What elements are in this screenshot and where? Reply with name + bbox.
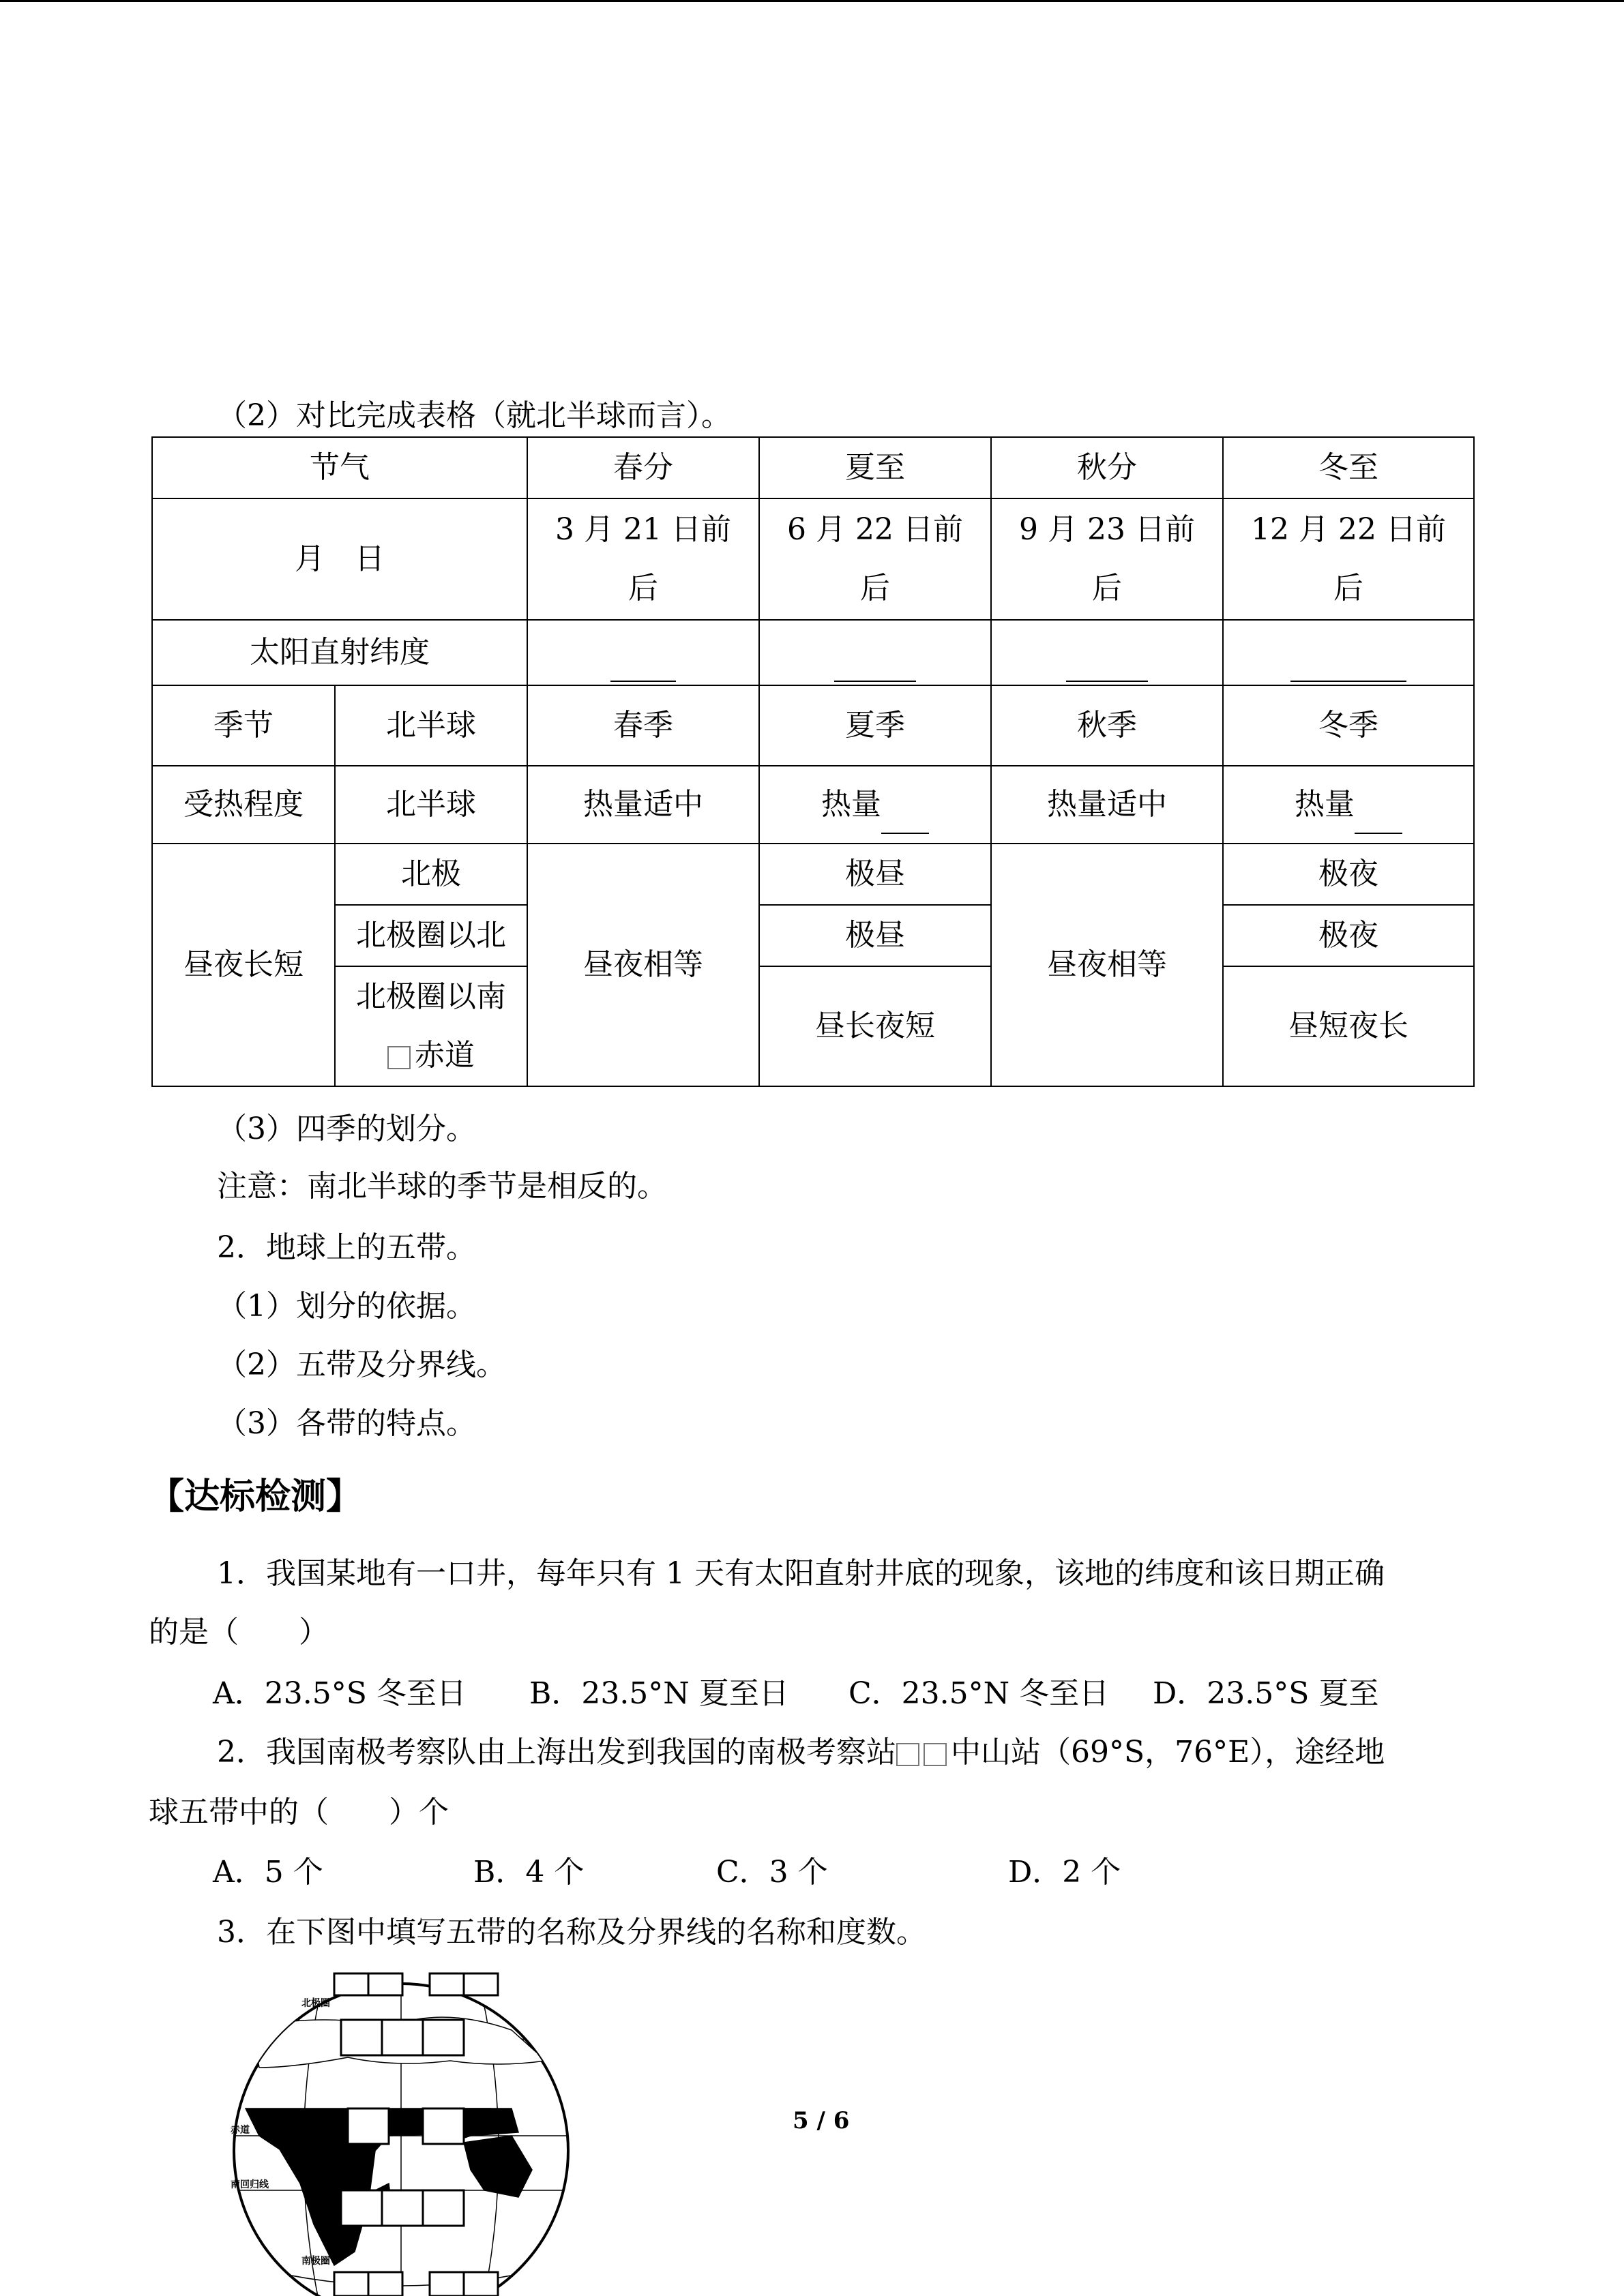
answer-box (368, 1973, 402, 1995)
answer-box (382, 2020, 423, 2055)
q1-option-d[interactable]: D．23.5°S 夏至 (1153, 1676, 1379, 1711)
note-line: （3）四季的划分。 (217, 1112, 476, 1146)
heat-cell: 热量适中 (527, 766, 759, 844)
north-pole-label: 北极 (335, 844, 527, 905)
autumn-equal-cell: 昼夜相等 (991, 844, 1223, 1086)
note-line: （2）五带及分界线。 (217, 1347, 506, 1382)
winter-polar-night: 极夜 (1223, 844, 1474, 905)
answer-box (430, 2272, 464, 2296)
answer-box (423, 2020, 464, 2055)
season-label: 季节 (152, 685, 335, 766)
map-label-arctic: 北极圈 (301, 1998, 330, 2009)
header-summer-solstice: 夏至 (759, 437, 991, 498)
answer-box (341, 2190, 382, 2226)
date-cell: 3 月 21 日前 后 (527, 498, 759, 620)
note-line: 注意：南北半球的季节是相反的。 (217, 1169, 667, 1204)
question-2-line2: 球五带中的（ ）个 (149, 1795, 449, 1830)
season-hemisphere: 北半球 (335, 685, 527, 766)
q2-option-a[interactable]: A．5 个 (213, 1855, 323, 1890)
latitude-blank[interactable] (991, 620, 1223, 685)
season-cell: 冬季 (1223, 685, 1474, 766)
answer-box (464, 1973, 498, 1995)
spring-equal-cell: 昼夜相等 (527, 844, 759, 1086)
answer-box (423, 2190, 464, 2226)
q2-option-b[interactable]: B．4 个 (473, 1855, 585, 1890)
missing-glyph-box (896, 1743, 919, 1766)
solar-terms-table (151, 436, 1475, 1087)
top-rule (0, 0, 1624, 2)
answer-box (430, 1973, 464, 1995)
q1-option-c[interactable]: C．23.5°N 冬至日 (848, 1676, 1110, 1711)
season-cell: 春季 (527, 685, 759, 766)
question-1-line2: 的是（ ） (149, 1615, 329, 1650)
summer-polar-day: 极昼 (759, 905, 991, 966)
question-2-line1: 2．我国南极考察队由上海出发到我国的南极考察站 中山站（69°S，76°E），途经地 (217, 1735, 1385, 1770)
q1-option-b[interactable]: B．23.5°N 夏至日 (529, 1676, 789, 1711)
missing-glyph-box (387, 1046, 411, 1069)
summer-long-day: 昼长夜短 (759, 966, 991, 1086)
latitude-blank[interactable] (759, 620, 991, 685)
heat-label: 受热程度 (152, 766, 335, 844)
section-title: 【达标检测】 (149, 1476, 362, 1517)
heat-cell: 热量适中 (991, 766, 1223, 844)
q2-option-c[interactable]: C．3 个 (716, 1855, 828, 1890)
winter-short-day: 昼短夜长 (1223, 966, 1474, 1086)
question-1-line1: 1．我国某地有一口井，每年只有 1 天有太阳直射井底的现象，该地的纬度和该日期正确 (217, 1556, 1385, 1591)
answer-box (341, 2020, 382, 2055)
answer-box (348, 2108, 389, 2144)
header-winter-solstice: 冬至 (1223, 437, 1474, 498)
table-intro: （2）对比完成表格（就北半球而言）。 (217, 398, 731, 433)
latitude-blank[interactable] (1223, 620, 1474, 685)
latitude-blank[interactable] (527, 620, 759, 685)
heat-cell: 热量 (759, 766, 991, 844)
note-line: 2．地球上的五带。 (217, 1230, 476, 1265)
question-3: 3．在下图中填写五带的名称及分界线的名称和度数。 (217, 1915, 926, 1950)
north-of-arctic-label: 北极圈以北 (335, 905, 527, 966)
south-of-arctic-label: 北极圈以南 赤道 (335, 966, 527, 1086)
answer-box (334, 1973, 368, 1995)
five-zones-map (225, 1965, 607, 2296)
note-line: （1）划分的依据。 (217, 1289, 476, 1324)
season-cell: 夏季 (759, 685, 991, 766)
winter-polar-night: 极夜 (1223, 905, 1474, 966)
map-label-capricorn: 南回归线 (231, 2179, 269, 2190)
map-label-antarctic: 南极圈 (301, 2256, 330, 2267)
date-cell: 9 月 23 日前 后 (991, 498, 1223, 620)
season-cell: 秋季 (991, 685, 1223, 766)
answer-box (368, 2272, 402, 2296)
heat-hemisphere: 北半球 (335, 766, 527, 844)
heat-cell: 热量 (1223, 766, 1474, 844)
date-cell: 12 月 22 日前 后 (1223, 498, 1474, 620)
missing-glyph-box (924, 1743, 947, 1766)
answer-box (464, 2272, 498, 2296)
map-label-equator: 赤道 (231, 2125, 250, 2136)
date-cell: 6 月 22 日前 后 (759, 498, 991, 620)
subsolar-latitude-label: 太阳直射纬度 (152, 620, 527, 685)
answer-box (423, 2108, 464, 2144)
answer-box (334, 2272, 368, 2296)
q1-option-a[interactable]: A．23.5°S 冬至日 (213, 1676, 467, 1711)
month-day-label: 月 日 (152, 498, 527, 620)
day-night-label: 昼夜长短 (152, 844, 335, 1086)
header-term: 节气 (152, 437, 527, 498)
page-number: 5 / 6 (793, 2107, 850, 2134)
summer-polar-day: 极昼 (759, 844, 991, 905)
note-line: （3）各带的特点。 (217, 1406, 476, 1441)
header-spring-equinox: 春分 (527, 437, 759, 498)
header-autumn-equinox: 秋分 (991, 437, 1223, 498)
answer-box (382, 2190, 423, 2226)
q2-option-d[interactable]: D．2 个 (1008, 1855, 1121, 1890)
